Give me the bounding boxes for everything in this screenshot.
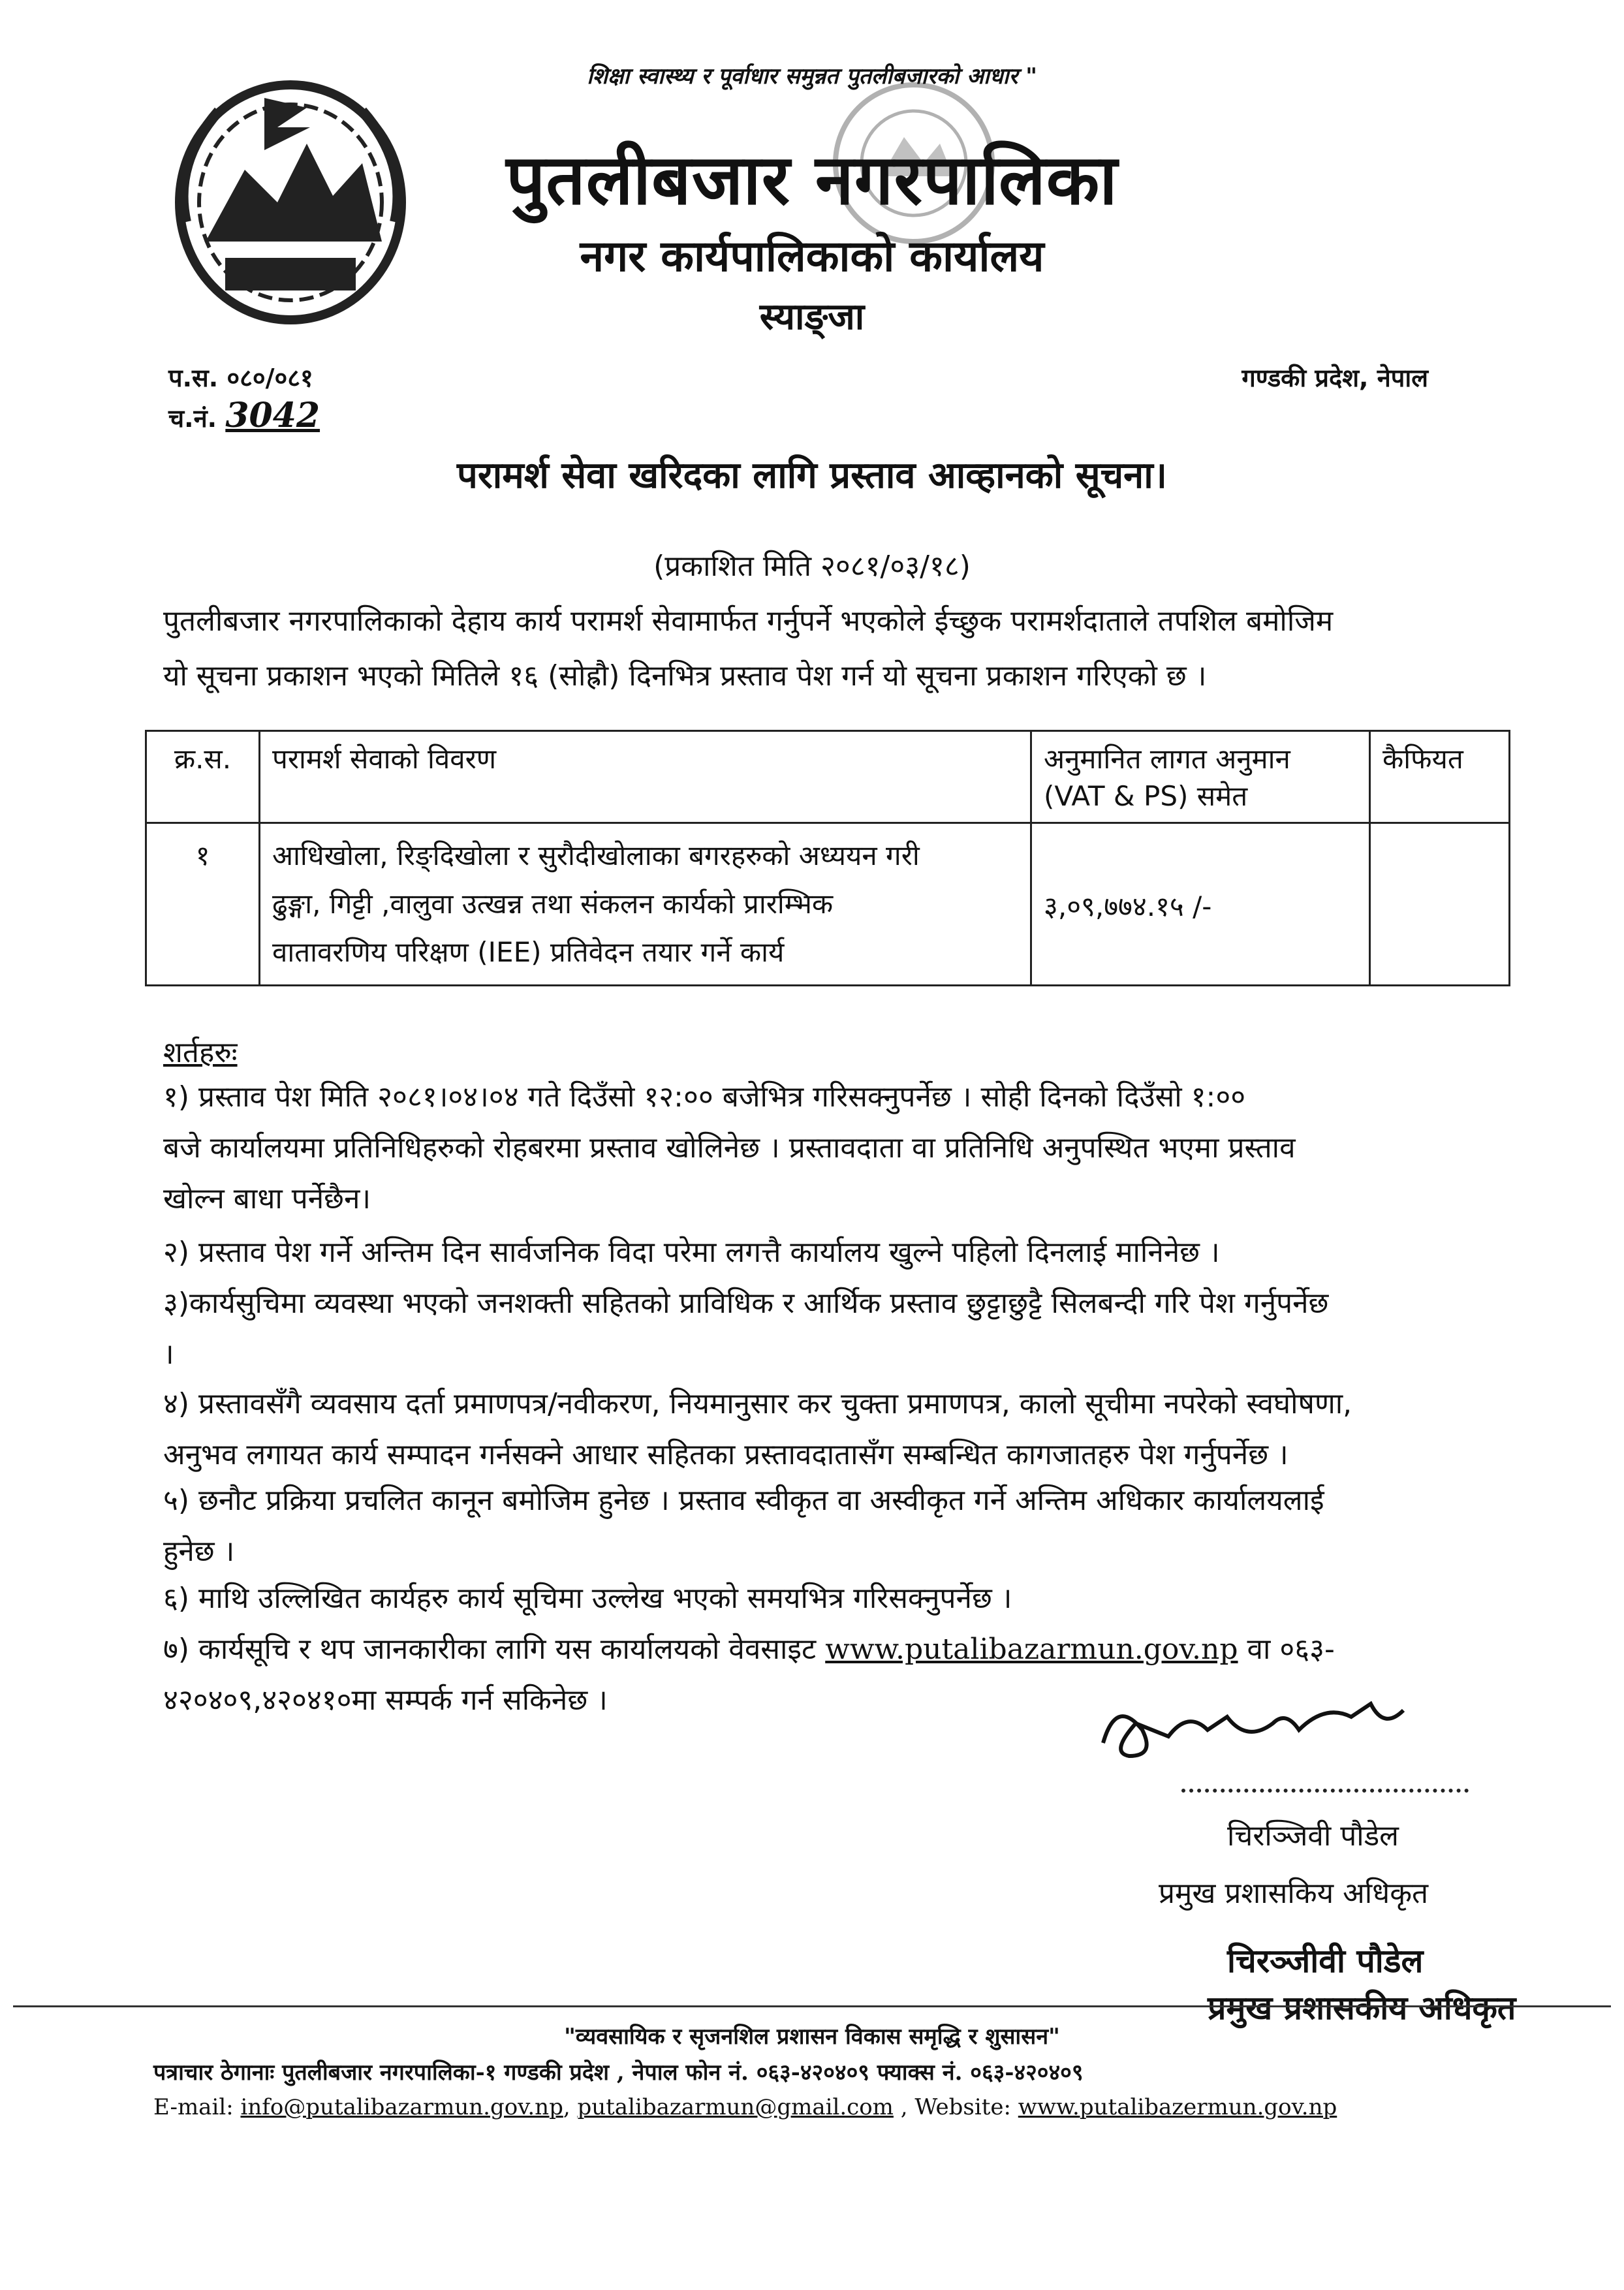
footer-contact: E-mail: info@putalibazarmun.gov.np, putalibazarmun@gmail.com , Website: www.putalibazermun.gov.np [153,2094,1337,2120]
signature-line [1181,1789,1469,1793]
dispatch-label: च.नं. [168,404,217,433]
municipality-name: पुतलीबजार नगरपालिका [506,140,1118,220]
row-sn: १ [146,823,260,986]
dispatch-number [168,396,320,435]
term-1-line-1: १) प्रस्ताव पेश मिति २०८१।०४।०४ गते दिउँसो १२:०० बजेभित्र गरिसक्नुपर्नेछ । सोही दिनको दिउँसो १:०० [163,1080,1246,1114]
term-3-line-2: । [163,1338,174,1371]
row-description [260,823,1031,986]
published-date: (प्रकाशित मिति २०८१/०३/१८) [653,550,971,583]
terms-heading: शर्तहरुः [163,1036,238,1069]
dispatch-value: 3042 [225,396,320,435]
description-line-3: वातावरणिय परिक्षण (IEE) प्रतिवेदन तयार गर्ने कार्य [272,936,785,968]
office-name: नगर कार्यपालिकाको कार्यालय [580,231,1044,281]
header-sn: क्र.स. [146,731,260,823]
row-cost [1031,823,1370,986]
header-cost-line1: अनुमानित लागत अनुमान [1044,743,1290,775]
notice-title: परामर्श सेवा खरिदका लागि प्रस्ताव आव्हानको सूचना। [457,454,1167,497]
term-7-prefix: ७) कार्यसूचि र थप जानकारीका लागि यस कार्यालयको वेवसाइट [163,1633,817,1666]
term-3 [163,1278,1508,1380]
email-link-secondary[interactable]: putalibazarmun@gmail.com [577,2094,894,2120]
term-5 [163,1475,1508,1577]
stamp-name: चिरञ्जीवी पौडेल [1227,1942,1424,1980]
header-cost-line2: (VAT & PS) समेत [1044,780,1248,812]
fiscal-year-reference: प.स. ०८०/०८१ [168,364,313,392]
website-link[interactable]: www.putalibazarmun.gov.np [825,1633,1238,1666]
row-remarks [1370,823,1510,986]
term-7-suffix: वा ०६३- [1247,1633,1335,1666]
consulting-service-table [145,730,1510,986]
term-1-line-3: खोल्न बाधा पर्नेछैन। [163,1182,371,1216]
table-row [146,823,1510,986]
term-4-line-1: ४) प्रस्तावसँगै व्यवसाय दर्ता प्रमाणपत्र/नवीकरण, नियमानुसार कर चुक्ता प्रमाणपत्र, कालो सूचीमा नपरेको स्वघोषणा, [163,1387,1352,1420]
cost-value: ३,०९,७७४.१५ /- [1044,890,1212,922]
term-6: ६) माथि उल्लिखित कार्यहरु कार्य सूचिमा उल्लेख भएको समयभित्र गरिसक्नुपर्नेछ । [163,1582,1012,1615]
term-3-line-1: ३)कार्यसुचिमा व्यवस्था भएको जनशक्ती सहितको प्राविधिक र आर्थिक प्रस्ताव छुट्टाछुट्टै सिलबन्दी गरि पेश गर्नुपर्नेछ [163,1287,1329,1320]
header-remarks: कैफियत [1370,731,1510,823]
footer-website-link[interactable]: www.putalibazermun.gov.np [1018,2094,1337,2120]
intro-paragraph [163,594,1501,704]
signature-icon [1077,1691,1534,1769]
header-description: परामर्श सेवाको विवरण [260,731,1031,823]
description-line-1: आधिखोला, रिङ्दिखोला र सुरौदीखोलाका बगरहरुको अध्ययन गरी [272,839,920,871]
district-name: स्याङ्जा [759,296,865,338]
province-label: गण्डकी प्रदेश, नेपाल [1241,364,1428,392]
email-label: E-mail: [153,2094,234,2120]
table-header-row [146,731,1510,823]
signer-designation: प्रमुख प्रशासकिय अधिकृत [1159,1877,1429,1910]
term-4 [163,1379,1508,1481]
stamp-designation: प्रमुख प्रशासकीय अधिकृत [1208,1989,1516,2027]
footer-divider [13,2005,1611,2007]
description-line-2: ढुङ्गा, गिट्टी ,वालुवा उत्खन्न तथा संकलन कार्यको प्रारम्भिक [272,888,834,920]
email-link-primary[interactable]: info@putalibazarmun.gov.np [240,2094,563,2120]
header-cost [1031,731,1370,823]
intro-line-1: पुतलीबजार नगरपालिकाको देहाय कार्य परामर्श सेवामार्फत गर्नुपर्ने भएकोले ईच्छुक परामर्शदाताले तपशिल बमोजिम [163,604,1334,638]
website-label: , Website: [900,2094,1011,2120]
intro-line-2: यो सूचना प्रकाशन भएको मितिले १६ (सोह्रौ) दिनभित्र प्रस्ताव पेश गर्न यो सूचना प्रकाशन गरिएको छ । [163,659,1207,693]
term-7-line-2: ४२०४०९,४२०४१०मा सम्पर्क गर्न सकिनेछ । [163,1684,608,1717]
term-2: २) प्रस्ताव पेश गर्ने अन्तिम दिन सार्वजनिक विदा परेमा लगत्तै कार्यालय खुल्ने पहिलो दिनलाई मानिनेछ । [163,1236,1220,1269]
term-1-line-2: बजे कार्यालयमा प्रतिनिधिहरुको रोहबरमा प्रस्ताव खोलिनेछ । प्रस्तावदाता वा प्रतिनिधि अनुपस्थित भएमा प्रस्ताव [163,1131,1296,1165]
signer-name: चिरञ्जिवी पौडेल [1227,1819,1399,1853]
header-motto: शिक्षा स्वास्थ्य र पूर्वाधार समुन्नत पुतलीबजारको आधार " [587,63,1037,89]
footer-address: पत्राचार ठेगानाः पुतलीबजार नगरपालिका-१ गण्डकी प्रदेश , नेपाल फोन नं. ०६३-४२०४०९ फ्याक्स नं. ०६३-४२०४०९ [153,2060,1084,2086]
term-5-line-1: ५) छनौट प्रक्रिया प्रचलित कानून बमोजिम हुनेछ । प्रस्ताव स्वीकृत वा अस्वीकृत गर्ने अन्तिम अधिकार कार्यालयलाई [163,1484,1324,1517]
term-7-line-1 [163,1624,1508,1675]
term-4-line-2: अनुभव लगायत कार्य सम्पादन गर्नसक्ने आधार सहितका प्रस्तावदातासँग सम्बन्धित कागजातहरु पेश गर्नुपर्नेछ । [163,1438,1288,1471]
footer-motto: "व्यवसायिक र सृजनशिल प्रशासन विकास समृद्धि र शुसासन" [564,2024,1060,2050]
term-1 [163,1072,1508,1225]
term-5-line-2: हुनेछ । [163,1535,235,1568]
